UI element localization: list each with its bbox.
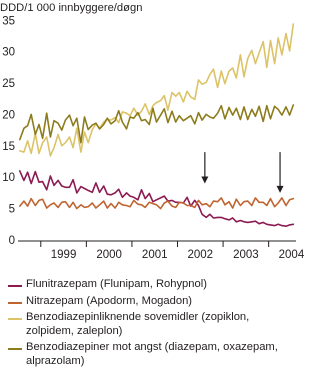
legend-label: Flunitrazepam (Flunipam, Rohypnol) bbox=[26, 278, 207, 290]
x-tick-label: 2004 bbox=[278, 249, 305, 261]
legend-item bbox=[6, 341, 298, 368]
legend bbox=[6, 278, 298, 372]
series-layer bbox=[20, 24, 294, 226]
series-line-3 bbox=[20, 24, 294, 156]
legend-item bbox=[6, 311, 298, 338]
legend-label: Benzodiazepinliknende sovemidler (zopiklon, zolpidem, zaleplon) bbox=[26, 311, 250, 337]
x-tick-label: 2000 bbox=[96, 249, 122, 261]
legend-label: Nitrazepam (Apodorm, Mogadon) bbox=[26, 294, 193, 307]
annotation-arrows bbox=[201, 152, 283, 193]
legend-swatch bbox=[8, 348, 22, 350]
legend-item bbox=[6, 295, 298, 309]
y-tick-label: 10 bbox=[2, 172, 15, 185]
y-axis-ticks bbox=[2, 15, 15, 247]
legend-item bbox=[6, 278, 298, 292]
x-axis bbox=[18, 241, 305, 261]
y-tick-label: 5 bbox=[8, 203, 15, 216]
y-axis-label: DDD/1 000 innbyggere/døgn bbox=[0, 2, 143, 14]
x-tick-label: 2002 bbox=[187, 249, 214, 261]
legend-label: Benzodiazepiner mot angst (diazepam, oxazepam, alprazolam) bbox=[26, 341, 278, 367]
x-tick-label: 1999 bbox=[50, 249, 77, 261]
x-tick-label: 2003 bbox=[233, 249, 259, 261]
annotation-arrowhead bbox=[277, 186, 284, 193]
annotation-arrowhead bbox=[201, 177, 208, 184]
y-tick-label: 0 bbox=[8, 235, 15, 247]
legend-swatch bbox=[8, 285, 22, 287]
x-tick-label: 2001 bbox=[141, 249, 168, 261]
y-tick-label: 35 bbox=[2, 15, 15, 28]
y-tick-label: 25 bbox=[2, 78, 15, 91]
y-tick-label: 30 bbox=[2, 46, 15, 59]
legend-swatch bbox=[8, 302, 22, 304]
legend-swatch bbox=[8, 318, 22, 320]
y-tick-label: 15 bbox=[2, 140, 15, 153]
series-line-1 bbox=[20, 171, 294, 226]
y-tick-label: 20 bbox=[2, 109, 15, 122]
series-line-4 bbox=[20, 105, 294, 143]
